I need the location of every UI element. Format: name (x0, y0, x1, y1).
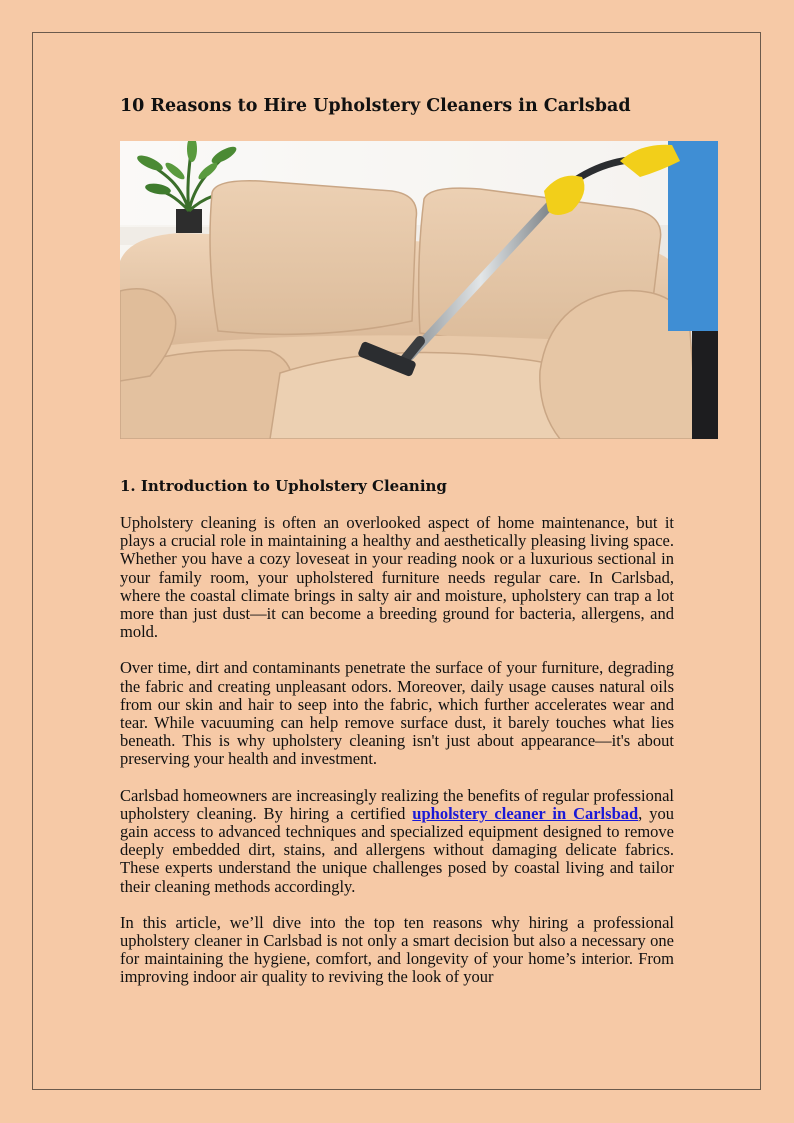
sofa-vacuum-photo (120, 141, 718, 439)
upholstery-cleaner-link[interactable]: upholstery cleaner in Carlsbad (412, 803, 639, 823)
page-title: 10 Reasons to Hire Upholstery Cleaners in Carlsbad (120, 96, 631, 116)
paragraph-2: Over time, dirt and contaminants penetrate the surface of your furniture, degrading the fabric and creating unpleasant odors. Moreover, daily usage causes natural oils from our skin and hair to seep into the fabric, which further accelerates wear and tear. While vacuuming can help remove surface dust, it barely touches what lies beneath. This is why upholstery cleaning isn't just about appearance—it's about preserving your health and investment. (120, 658, 674, 769)
section-heading: 1. Introduction to Upholstery Cleaning (120, 477, 447, 495)
paragraph-4: In this article, we’ll dive into the top ten reasons why hiring a professional upholstery cleaner in Carlsbad is not only a smart decision but also a necessary one for maintaining the hygiene, comfort, and longevity of your home’s interior. From improving indoor air quality to reviving the look of your (120, 912, 674, 987)
paragraph-3-end: , you gain access to advanced techniques and specialized equipment designed to remove deeply embedded dirt, stains, and allergens without damaging delicate fabrics. These experts understand the unique challenges posed by coastal living and tailor their cleaning methods accordingly. (120, 803, 674, 896)
paragraph-3-start: Carlsbad homeowners are increasingly realizing the benefits of regular professional upholstery cleaning. By hiring a certified (120, 785, 674, 823)
article (120, 94, 674, 1005)
paragraph-1: Upholstery cleaning is often an overlooked aspect of home maintenance, but it plays a crucial role in maintaining a healthy and aesthetically pleasing living space. Whether you have a cozy loveseat in your reading nook or a luxurious sectional in your family room, your upholstered furniture needs regular care. In Carlsbad, where the coastal climate brings in salty air and moisture, upholstery can trap a lot more than just dust—it can become a breeding ground for bacteria, allergens, and mold. (120, 513, 674, 642)
paragraph-3 (120, 787, 674, 896)
